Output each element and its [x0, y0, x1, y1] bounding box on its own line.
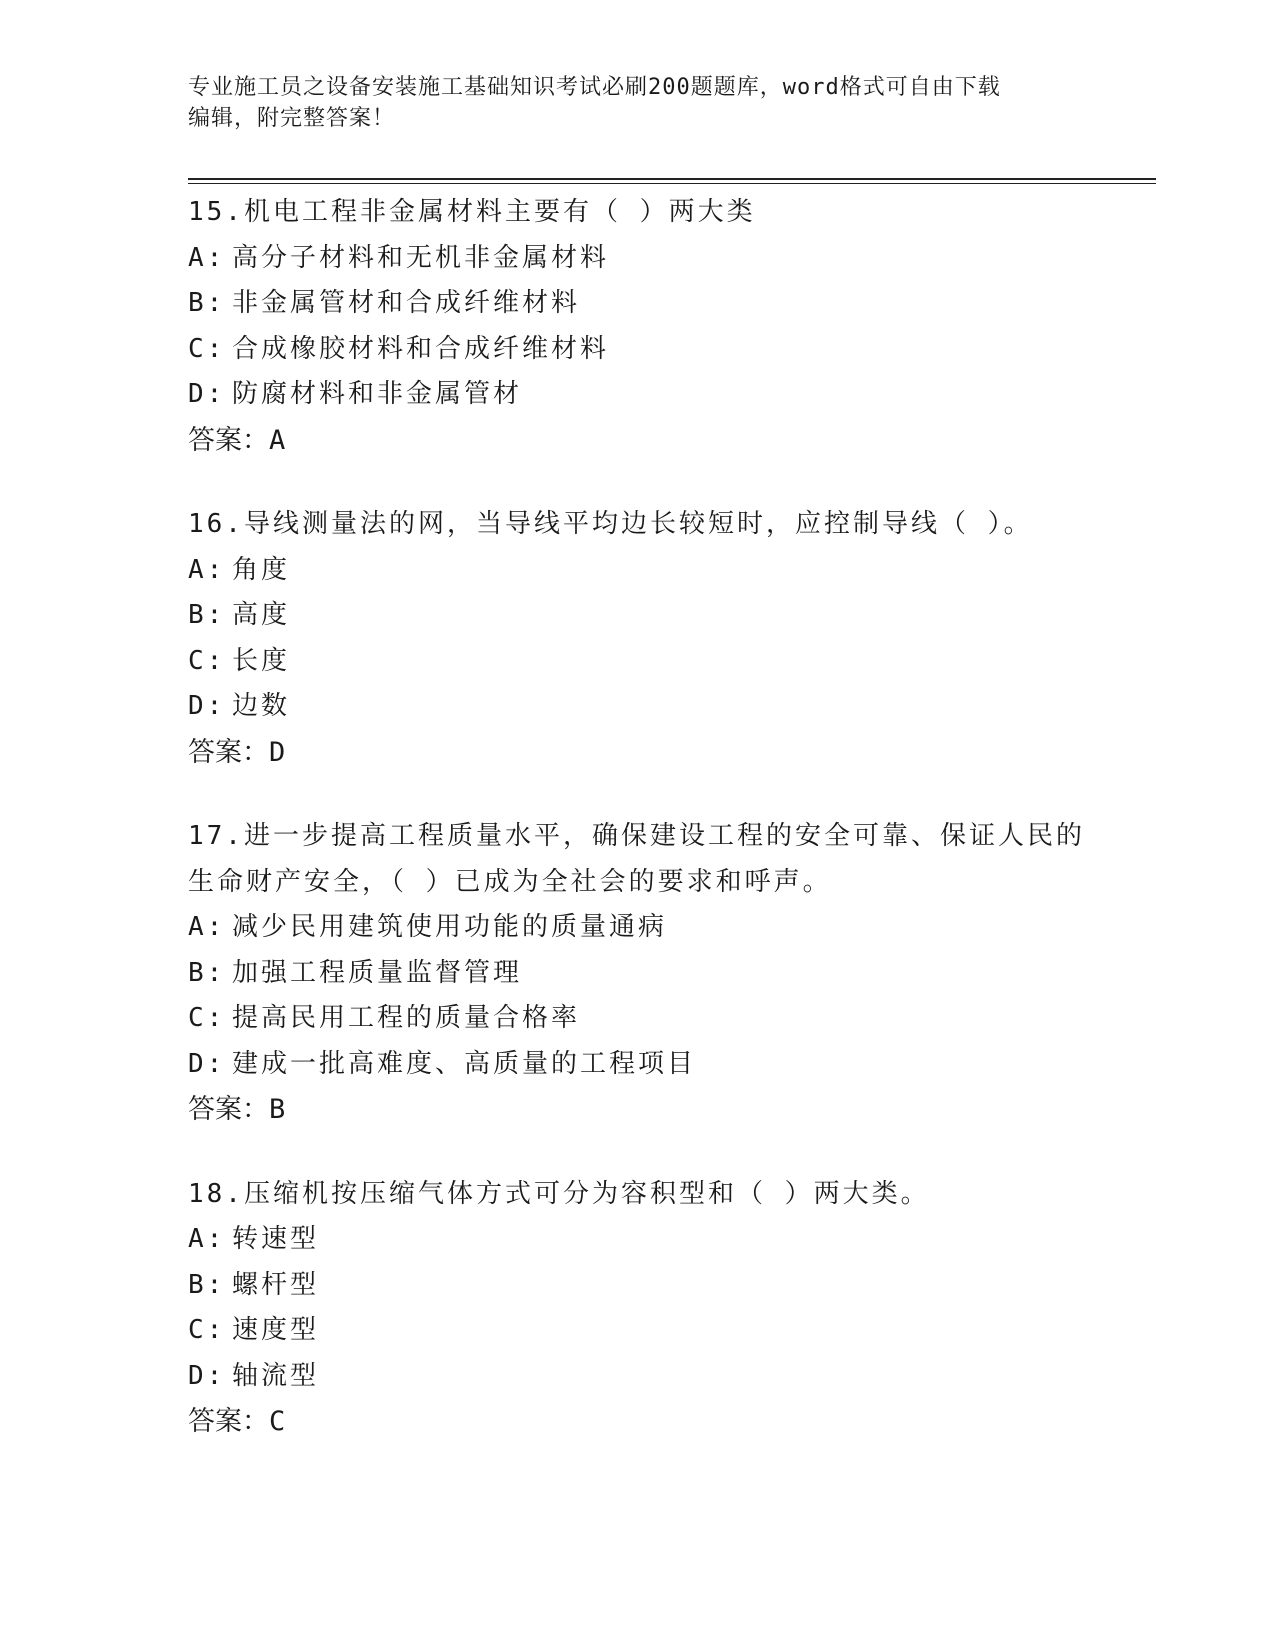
- answer-value: C: [269, 1406, 286, 1437]
- header-divider-thick: [188, 178, 1156, 180]
- option-text: 轴流型: [232, 1360, 320, 1391]
- option-d: [188, 1354, 1128, 1400]
- header-line-1: 专业施工员之设备安装施工基础知识考试必刷200题题库，word格式可自由下载: [188, 75, 1001, 100]
- question-list: [188, 190, 1128, 1445]
- answer-value: B: [269, 1094, 286, 1125]
- answer-line: [188, 418, 1128, 464]
- answer-line: [188, 1087, 1128, 1133]
- option-b: [188, 281, 1128, 327]
- option-d: [188, 372, 1128, 418]
- option-b: [188, 951, 1128, 997]
- option-key: C:: [188, 1315, 226, 1345]
- option-b: [188, 593, 1128, 639]
- option-key: B:: [188, 1269, 226, 1300]
- option-text: 螺杆型: [232, 1269, 320, 1300]
- option-text: 建成一批高难度、高质量的工程项目: [232, 1048, 697, 1079]
- question-stem: 16.导线测量法的网，当导线平均边长较短时，应控制导线（ ）。: [188, 509, 1033, 539]
- option-key: A:: [188, 1224, 226, 1254]
- answer-line: [188, 730, 1128, 776]
- option-text: 速度型: [232, 1315, 320, 1345]
- option-text: 加强工程质量监督管理: [232, 957, 523, 988]
- document-header: [188, 72, 1068, 134]
- answer-label: 答案：: [188, 424, 269, 456]
- option-key: D:: [188, 1360, 226, 1391]
- answer-value: A: [269, 424, 286, 456]
- option-a: [188, 905, 1128, 951]
- option-key: B:: [188, 288, 226, 318]
- option-key: A:: [188, 912, 226, 942]
- option-text: 转速型: [232, 1224, 320, 1254]
- option-key: A:: [188, 554, 226, 585]
- option-key: C:: [188, 333, 226, 364]
- option-text: 减少民用建筑使用功能的质量通病: [232, 912, 668, 942]
- option-text: 长度: [232, 645, 291, 676]
- option-text: 合成橡胶材料和合成纤维材料: [232, 333, 610, 364]
- option-d: [188, 684, 1128, 730]
- option-text: 非金属管材和合成纤维材料: [232, 288, 581, 318]
- question-block: [188, 190, 1128, 463]
- question-block: [188, 814, 1128, 1133]
- option-text: 角度: [232, 554, 291, 585]
- option-text: 防腐材料和非金属管材: [232, 379, 523, 409]
- answer-line: [188, 1399, 1128, 1445]
- option-key: A:: [188, 242, 226, 273]
- header-divider-thin: [188, 183, 1156, 184]
- answer-label: 答案：: [188, 1094, 269, 1125]
- option-key: D:: [188, 1048, 226, 1079]
- option-a: [188, 1217, 1128, 1263]
- header-line-2: 编辑，附完整答案！: [188, 106, 396, 131]
- option-text: 高分子材料和无机非金属材料: [232, 242, 610, 273]
- question-block: [188, 502, 1128, 775]
- answer-label: 答案：: [188, 736, 269, 768]
- option-text: 边数: [232, 691, 291, 721]
- option-c: [188, 996, 1128, 1042]
- question-stem: 15.机电工程非金属材料主要有（ ）两大类: [188, 197, 756, 227]
- option-key: B:: [188, 957, 226, 988]
- option-d: [188, 1042, 1128, 1088]
- option-key: D:: [188, 379, 226, 409]
- option-b: [188, 1263, 1128, 1309]
- option-key: B:: [188, 600, 226, 630]
- option-c: [188, 1308, 1128, 1354]
- option-text: 高度: [232, 600, 291, 630]
- option-key: C:: [188, 645, 226, 676]
- option-text: 提高民用工程的质量合格率: [232, 1003, 581, 1033]
- option-a: [188, 548, 1128, 594]
- option-key: C:: [188, 1003, 226, 1033]
- question-stem: 17.进一步提高工程质量水平，确保建设工程的安全可靠、保证人民的生命财产安全，（ ）已成为全社会的要求和呼声。: [188, 821, 1085, 897]
- option-c: [188, 327, 1128, 373]
- answer-value: D: [269, 736, 286, 768]
- option-key: D:: [188, 691, 226, 721]
- option-c: [188, 639, 1128, 685]
- question-stem: 18.压缩机按压缩气体方式可分为容积型和（ ）两大类。: [188, 1178, 930, 1209]
- option-a: [188, 236, 1128, 282]
- question-block: [188, 1172, 1128, 1445]
- answer-label: 答案：: [188, 1406, 269, 1437]
